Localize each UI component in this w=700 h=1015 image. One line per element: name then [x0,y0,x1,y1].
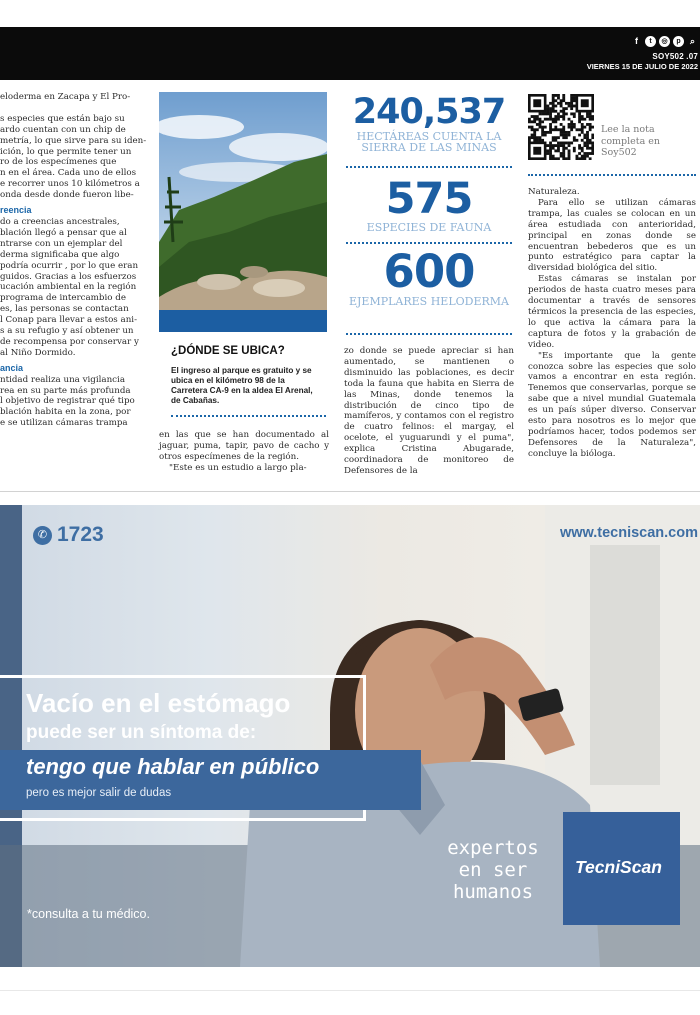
header-bar [0,27,700,80]
column-line: derma significaba que algo [0,249,120,260]
location-box-title: ¿DÓNDE SE UBICA? [171,345,285,357]
stat-label: EJEMPLARES HELODERMA [348,295,509,308]
paragraph: Para ello se utilizan cámaras trampa, las cuales se colocan en un área estudiada con anterioridad, principal en zonas donde se encuentran bebederos que es un punto estratégico para captar la diversidad biológica del sitio. [528,197,696,274]
site-name: SOY502 .07 [652,52,698,61]
slogan-line: en ser [458,859,528,881]
stat-specimens [344,245,514,308]
brand-name: TecniScan [575,857,662,877]
column-line: programa de intercambio de [0,293,126,304]
location-box-text: El ingreso al parque es gratuito y se ubica en el kilómetro 98 de la Carretera CA-9 en la aldea El Arenal, de Cabañas. [171,366,313,405]
photo-caption-bar [159,310,327,332]
dotted-divider [346,166,512,168]
tecniscan-advertisement[interactable] [0,505,700,967]
ad-highlight-text: tengo que hablar en público [26,754,320,779]
column-line: e recorrer unos 10 kilómetros a [0,179,140,190]
page-bottom-line [0,990,700,991]
pinterest-icon[interactable]: p [673,36,684,47]
paragraph: "Es importante que la gente conozca sobre las especies que solo vamos a encontrar en esta región. Tenemos que conservarlas, porque se sabe que a nivel mundial Guatemala es un país súper diverso. Conservar esto para nosotros es lo mejor que podríamos hacer, todos podemos ser Defensores de la Naturaleza", concluye la bióloga. [528,350,696,459]
stat-number: 575 [385,174,473,224]
column-line: blación habita en la zona, por [0,407,131,418]
column-line: metría, lo que sirve para su iden- [0,135,147,146]
column-line: l Conap para llevar a estos ani- [0,315,138,326]
column-line: onda desde donde fueron libe- [0,190,134,201]
social-icons [631,36,698,47]
ad-disclaimer: *consulta a tu médico. [27,907,150,921]
column-line: ición, lo que permite tener un [0,146,132,157]
column-line: do a creencias ancestrales, [0,216,120,227]
column-line: n en el área. Cada uno de ellos [0,168,137,179]
stat-label: HECTÁREAS CUENTA LA SIERRA DE LAS MINAS [356,130,502,154]
instagram-icon[interactable]: ◎ [659,36,670,47]
column-line: de recompensa por conservar y [0,336,139,347]
column-line: eloderma en Zacapa y El Pro- [0,92,131,102]
stat-number: 600 [383,245,475,298]
stat-number: 240,537 [352,92,506,132]
column-line: l objetivo de registrar qué tipo [0,396,135,407]
column-line: ro de los especímenes que [0,157,117,168]
article-column-d [528,187,696,460]
ad-subline: pero es mejor salir de dudas [26,787,172,799]
stat-hectares [344,93,514,153]
column-line: s a su refugio y así obtener un [0,326,134,337]
column-line: rea en su parte más profunda [0,385,131,396]
subheading-vigilancia: ancia [0,362,24,373]
dotted-divider [171,415,326,417]
qr-note: Lee la nota completa en Soy502 [601,124,661,158]
paragraph: "Este es un estudio a largo pla- [169,462,307,473]
twitter-icon[interactable]: t [645,36,656,47]
stat-label: ESPECIES DE FAUNA [366,221,492,234]
article-column-a [0,92,148,429]
ad-phone[interactable] [33,523,104,547]
paragraph: en las que se han documentado al jaguar, puma, tapir, pavo de cacho y otros especímenes de la región. [159,430,329,462]
paragraph: Estas cámaras se instalan por periodos de hasta cuatro meses para documentar a través de sensores térmicos la presencia de las especies, lo que activa la cámara para la captura de fotos y la grabación de video. [528,274,696,350]
landscape-photo [159,92,327,310]
slogan-line: humanos [452,881,534,903]
dotted-divider [346,242,512,244]
dotted-divider [528,174,696,176]
column-line: e se utilizan cámaras trampa [0,418,128,429]
qr-code[interactable] [528,94,594,160]
ad-headline: Vacío en el estómago [26,688,291,718]
subheading-creencia: reencia [0,205,32,216]
column-line: blación llegó a pensar que al [0,227,127,238]
ad-headline-secondary: puede ser un síntoma de: [26,722,257,743]
column-line: podría ocurrir , por lo que eran [0,260,139,271]
column-line: ardo cuentan con un chip de [0,124,126,135]
phone-icon: ✆ [33,526,52,545]
stat-species [344,174,514,234]
column-line: ucación ambiental en la región [0,282,137,293]
ad-slogan [433,837,553,903]
ad-phone-number: 1723 [57,523,104,546]
column-line: ntidad realiza una vigilancia [0,374,126,385]
column-line: ntrarse con un ejemplar del [0,238,123,249]
ad-website[interactable]: www.tecniscan.com [559,525,698,541]
article-column-b [159,430,329,474]
column-line: al Niño Dormido. [0,347,76,358]
article-column-c [344,346,514,477]
column-line: guidos. Gracias a los esfuerzos [0,271,137,282]
tecniscan-logo[interactable] [563,812,680,925]
paragraph: zo donde se puede apreciar si han aumentado, se mantienen o disminuido las poblaciones, es decir toda la fauna que habita en Sierra de las Minas, donde tenemos la distribución de cinco tipo de mamíferos, y contamos con el registro de cuatro felinos: el margay, el ocelote, el yuguarundi y el puma", explica Cristina Abugarade, coordinadora de monitoreo de Defensores de la [344,346,514,476]
column-line: es, las personas se contactan [0,304,129,315]
dotted-divider [346,333,512,335]
issue-date: VIERNES 15 DE JULIO DE 2022 [586,62,698,71]
column-line: s especies que están bajo su [0,113,125,124]
paragraph: Naturaleza. [528,187,580,197]
section-divider [0,491,700,492]
search-icon[interactable]: ⌕ [689,36,696,46]
slogan-line: expertos [447,837,539,859]
facebook-icon[interactable]: f [635,36,638,46]
column-line [0,103,148,114]
